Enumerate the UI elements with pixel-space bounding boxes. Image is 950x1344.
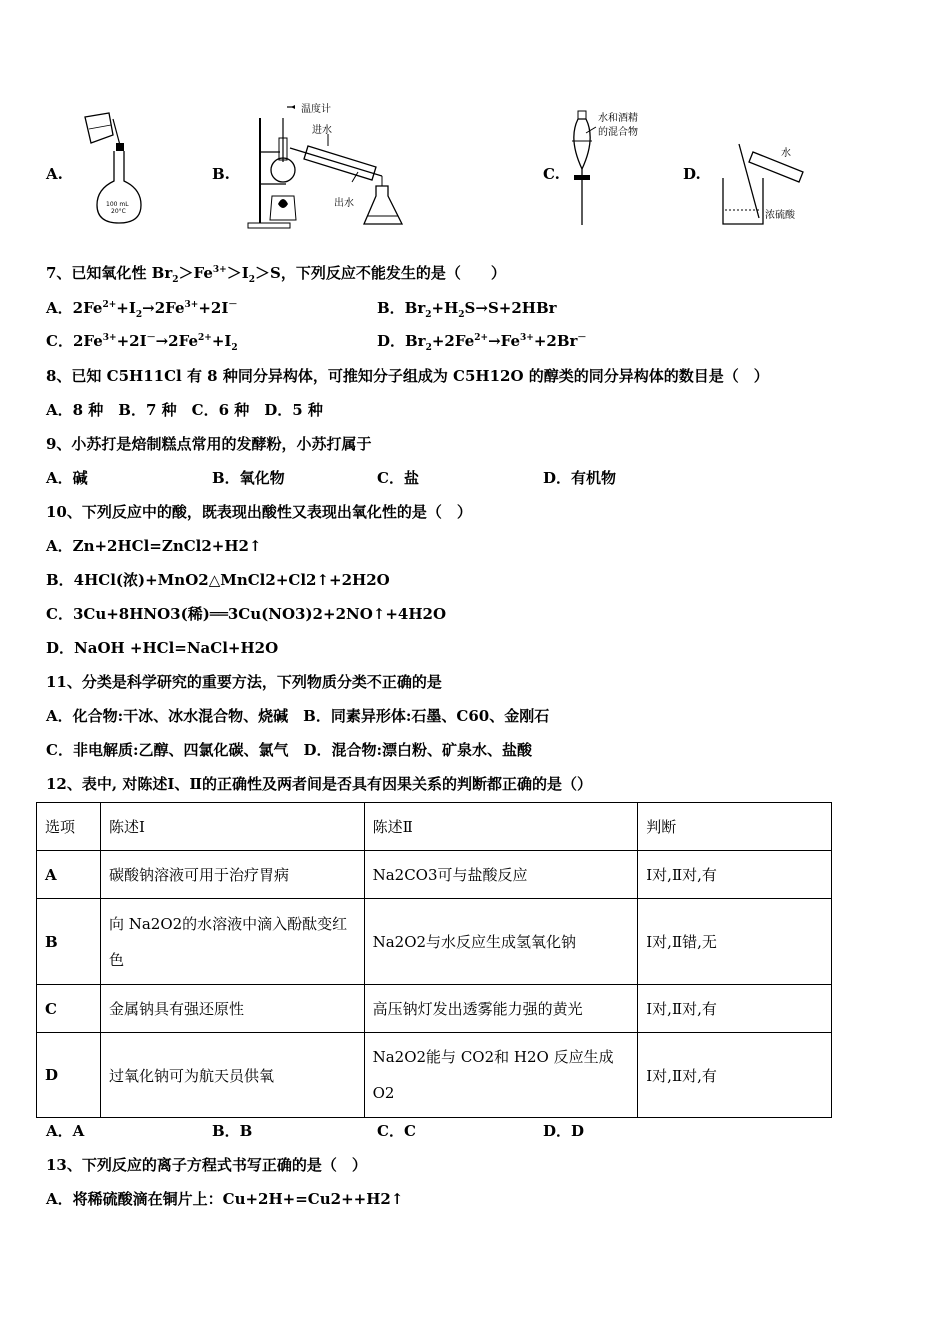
q10-option-d: D．NaOH +HCl=NaCl+H2O <box>46 639 279 657</box>
q10-option-a: A．Zn+2HCl=ZnCl2+H2↑ <box>46 537 262 555</box>
q11-options-ab: A．化合物:干冰、冰水混合物、烧碱 B．同素异形体:石墨、C60、金刚石 <box>46 707 550 725</box>
row-option: C <box>37 985 101 1033</box>
acid-label: 浓硫酸 <box>765 210 795 221</box>
row-statement-2: Na2O2能与 CO2和 H2O 反应生成O2 <box>364 1033 638 1118</box>
water-in-label: 进水 <box>312 125 332 136</box>
header-option: 选项 <box>37 803 101 851</box>
row-option: D <box>37 1033 101 1118</box>
row-judgement: Ⅰ对,Ⅱ对,有 <box>638 851 832 899</box>
table-row <box>37 985 832 1033</box>
q6-option-d: D. <box>683 165 701 183</box>
thermometer-label: 温度计 <box>301 104 331 115</box>
q11-options-cd: C．非电解质:乙醇、四氯化碳、氯气 D．混合物:漂白粉、矿泉水、盐酸 <box>46 741 533 759</box>
q13-stem: 13、下列反应的离子方程式书写正确的是（ ） <box>46 1156 367 1174</box>
header-statement-1: 陈述Ⅰ <box>100 803 364 851</box>
row-statement-1: 碳酸钠溶液可用于治疗胃病 <box>100 851 364 899</box>
q11-stem: 11、分类是科学研究的重要方法，下列物质分类不正确的是 <box>46 673 442 691</box>
flask-volume-label: 100 mL <box>106 201 129 208</box>
funnel-label-1: 水和酒精 <box>598 113 638 124</box>
table-header-row <box>37 803 832 851</box>
water-out-label: 出水 <box>334 198 354 209</box>
volumetric-flask-illustration <box>75 105 145 230</box>
water-label: 水 <box>781 148 791 159</box>
q9-stem: 9、小苏打是焙制糕点常用的发酵粉，小苏打属于 <box>46 435 372 453</box>
row-option: B <box>37 899 101 985</box>
q9-option-b: B．氧化物 <box>212 469 285 487</box>
q9-option-d: D．有机物 <box>543 469 617 487</box>
row-option: A <box>37 851 101 899</box>
row-statement-2: 高压钠灯发出透雾能力强的黄光 <box>364 985 638 1033</box>
row-statement-2: Na2O2与水反应生成氢氧化钠 <box>364 899 638 985</box>
row-statement-1: 向 Na2O2的水溶液中滴入酚酞变红色 <box>100 899 364 985</box>
q10-stem: 10、下列反应中的酸，既表现出酸性又表现出氧化性的是（ ） <box>46 503 472 521</box>
q7-option-c: C．$2Fe^{3+}+2I^-\to 2Fe^{2+}+I_2$ <box>46 332 238 353</box>
header-judgement: 判断 <box>638 803 832 851</box>
q12-answer-d: D．D <box>543 1122 585 1140</box>
q6-option-c: C. <box>543 165 560 183</box>
row-judgement: Ⅰ对,Ⅱ错,无 <box>638 899 832 985</box>
q12-stem: 12、表中, 对陈述Ⅰ、Ⅱ的正确性及两者间是否具有因果关系的判断都正确的是（） <box>46 775 592 793</box>
row-statement-1: 金属钠具有强还原性 <box>100 985 364 1033</box>
q6-option-b: B. <box>212 165 230 183</box>
q6-option-a: A. <box>46 165 63 183</box>
q10-option-b: B．4HCl(浓)+MnO2△MnCl2+Cl2↑+2H2O <box>46 571 390 589</box>
q7-option-b: B．$Br_2+H_2S\to S+2HBr$ <box>377 299 557 320</box>
table-row <box>37 1033 832 1118</box>
header-statement-2: 陈述Ⅱ <box>364 803 638 851</box>
distillation-illustration <box>240 100 415 232</box>
q12-table <box>36 802 832 1118</box>
funnel-label-2: 的混合物 <box>598 127 638 138</box>
row-judgement: Ⅰ对,Ⅱ对,有 <box>638 1033 832 1118</box>
acid-dilution-illustration <box>715 142 815 232</box>
q7-option-a: A．$2Fe^{2+}+I_2\to 2Fe^{3+}+2I^-$ <box>46 299 238 320</box>
row-statement-1: 过氧化钠可为航天员供氧 <box>100 1033 364 1118</box>
q12-answer-c: C．C <box>377 1122 416 1140</box>
q8-stem: 8、已知 C5H11Cl 有 8 种同分异构体，可推知分子组成为 C5H12O 的醇类的同分异构体的数目是（ ） <box>46 367 769 385</box>
q9-option-c: C．盐 <box>377 469 419 487</box>
row-statement-2: Na2CO3可与盐酸反应 <box>364 851 638 899</box>
q9-option-a: A．碱 <box>46 469 88 487</box>
table-row <box>37 899 832 985</box>
separatory-funnel-illustration <box>568 105 658 230</box>
q7-option-d: D．$Br_2+2Fe^{2+}\to Fe^{3+}+2Br^-$ <box>377 332 587 353</box>
table-row <box>37 851 832 899</box>
row-judgement: Ⅰ对,Ⅱ对,有 <box>638 985 832 1033</box>
q13-option-a: A．将稀硫酸滴在铜片上：Cu+2H+=Cu2++H2↑ <box>46 1190 404 1208</box>
flask-temp-label: 20°C <box>111 208 126 215</box>
q12-answer-b: B．B <box>212 1122 253 1140</box>
q12-answer-a: A．A <box>46 1122 85 1140</box>
q7-stem: 7、已知氧化性 $Br_2>Fe^{3+}>I_2>S$，下列反应不能发生的是（ ） <box>46 264 506 285</box>
q10-option-c: C．3Cu+8HNO3(稀)══3Cu(NO3)2+2NO↑+4H2O <box>46 605 447 623</box>
q8-options: A．8 种 B．7 种 C．6 种 D．5 种 <box>46 401 323 419</box>
